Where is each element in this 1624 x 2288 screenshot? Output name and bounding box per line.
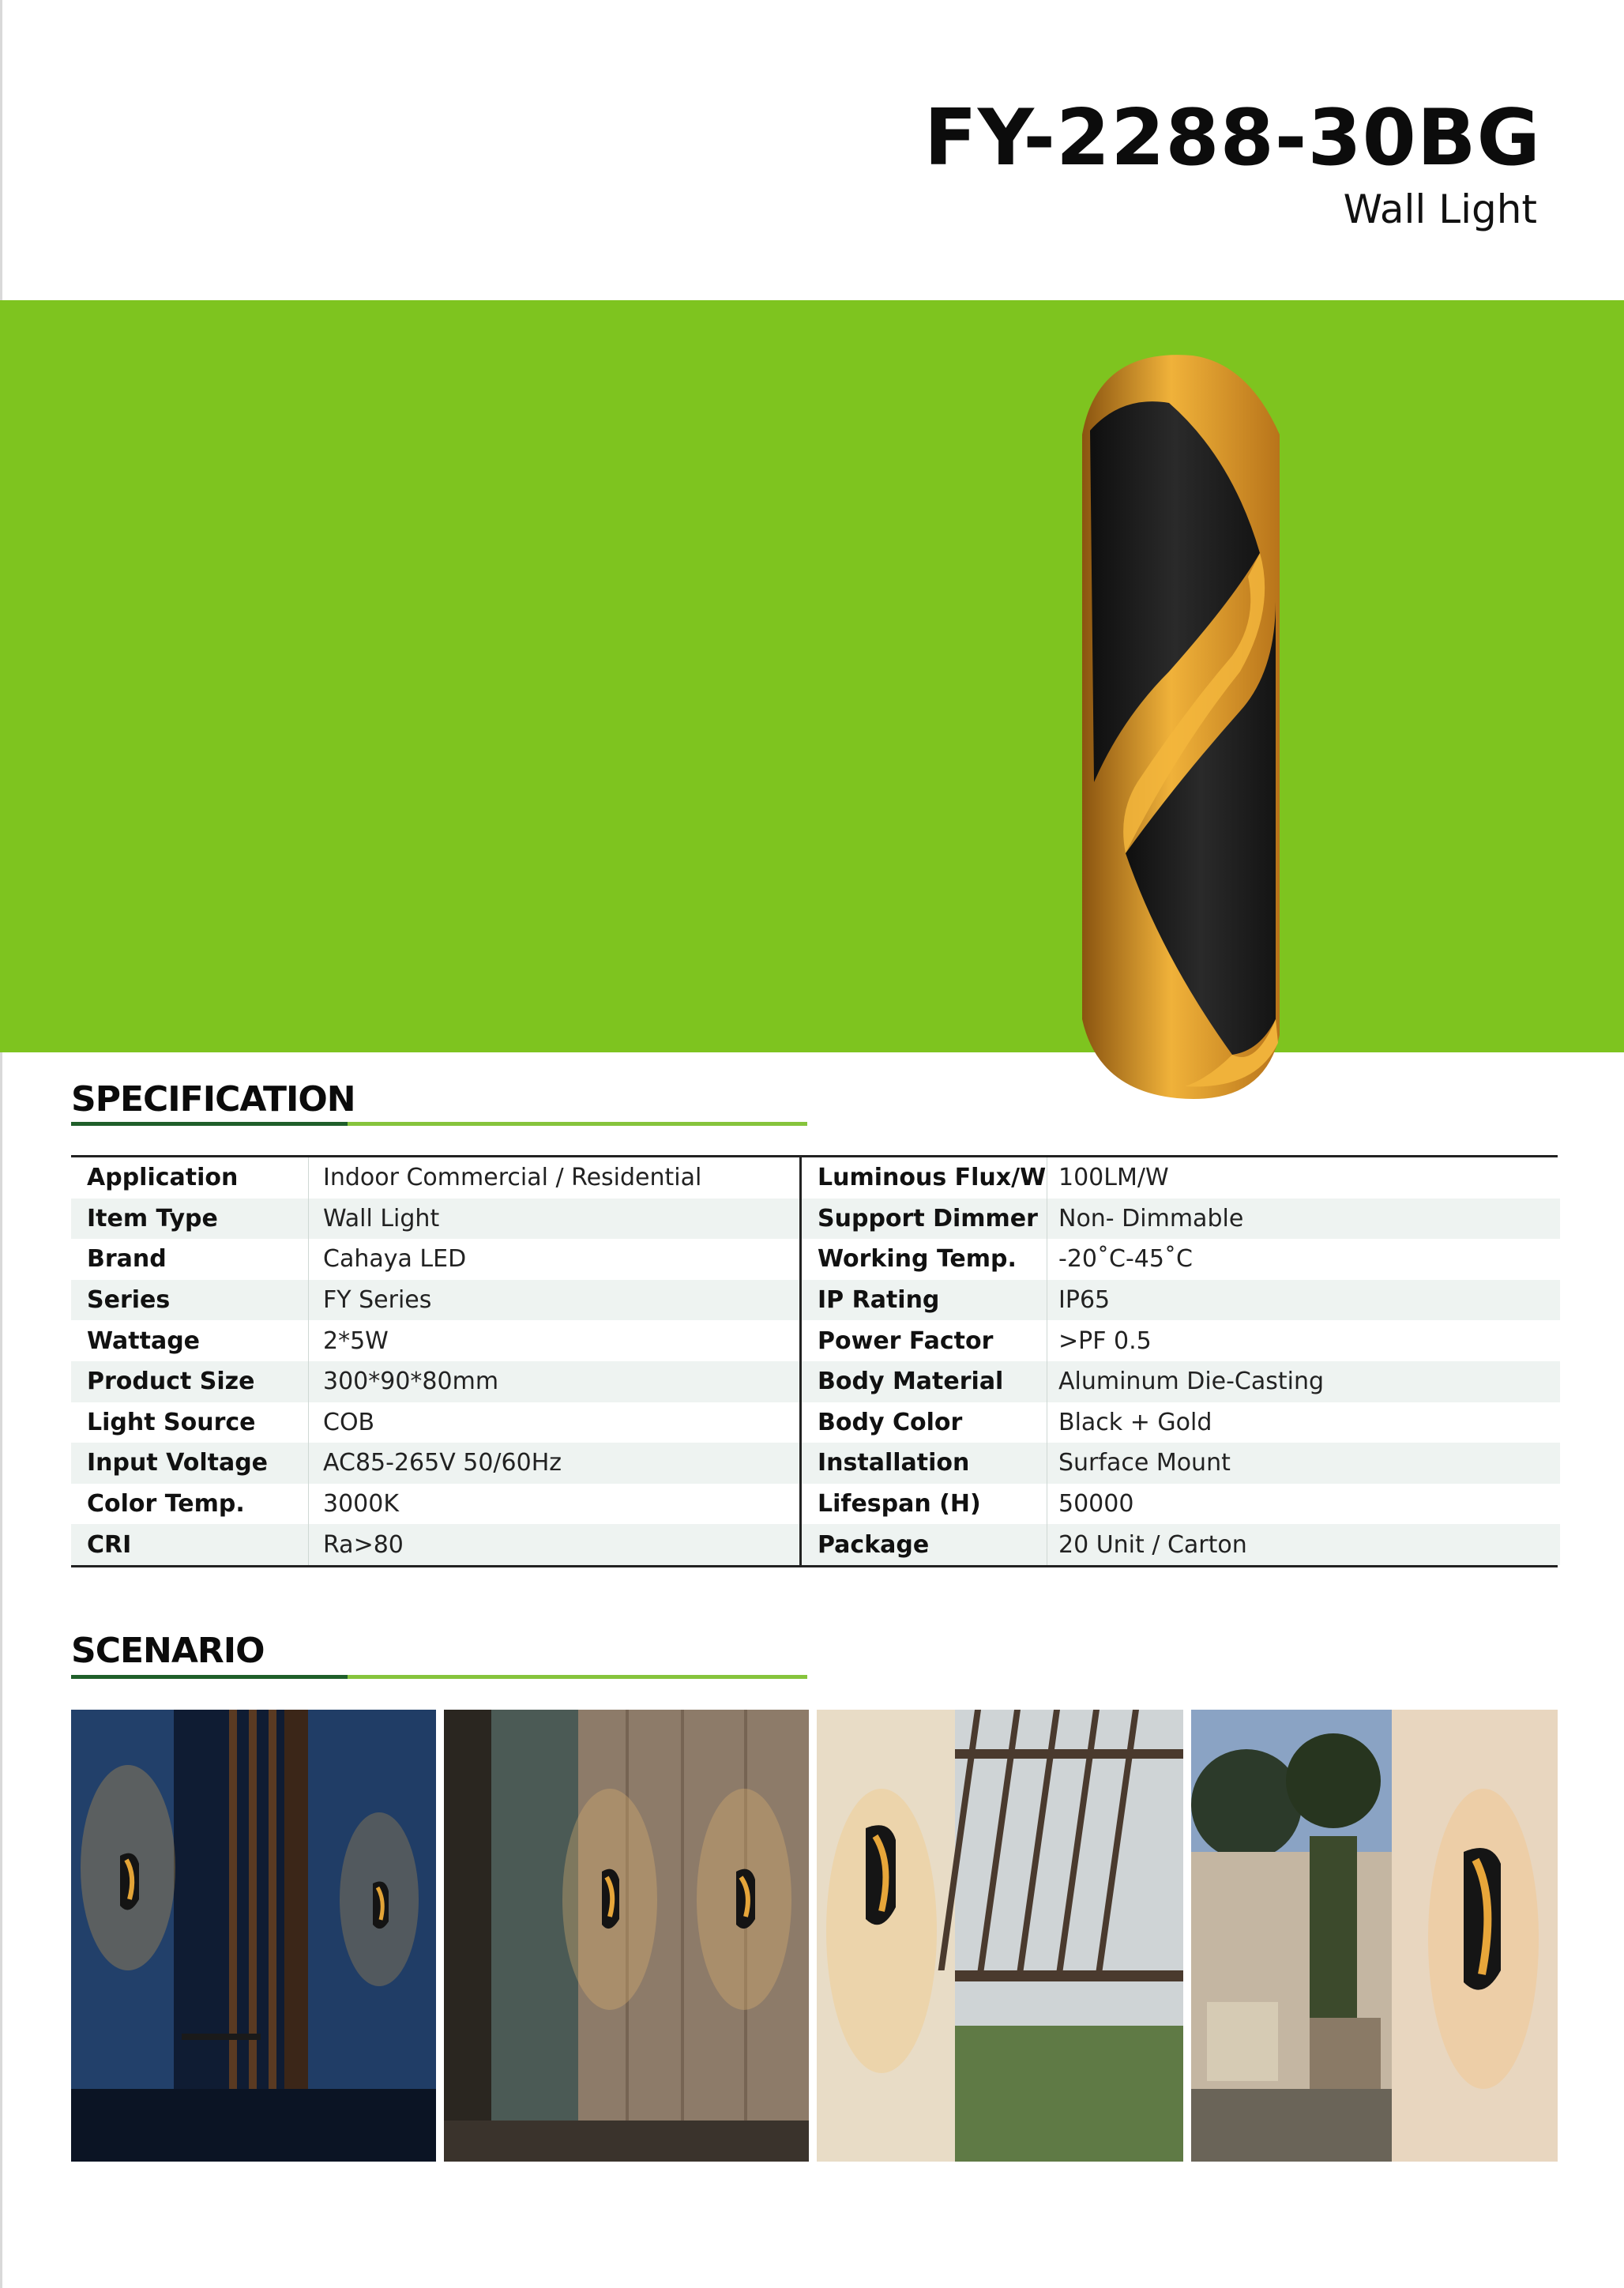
scenario-heading: SCENARIO	[71, 1631, 265, 1671]
spec-label: Item Type	[87, 1204, 218, 1232]
spec-value: Black + Gold	[1047, 1402, 1560, 1443]
spec-row	[71, 1443, 799, 1484]
spec-row	[71, 1239, 799, 1280]
spec-label: Body Color	[818, 1408, 963, 1436]
spec-label: Working Temp.	[818, 1245, 1017, 1274]
spec-label: Support Dimmer	[818, 1204, 1038, 1232]
spec-value: >PF 0.5	[1047, 1320, 1560, 1361]
spec-value: 3000K	[308, 1484, 799, 1525]
hero-green-band	[0, 300, 1624, 1052]
spec-row	[802, 1443, 1560, 1484]
spec-value: Surface Mount	[1047, 1443, 1560, 1484]
spec-value: 2*5W	[308, 1320, 799, 1361]
rule-dark-segment	[71, 1122, 348, 1126]
product-category-subtitle: Wall Light	[1343, 186, 1537, 232]
spec-row	[71, 1320, 799, 1361]
spec-value: Cahaya LED	[308, 1239, 799, 1280]
spec-label: Body Material	[818, 1368, 1004, 1396]
scenario-photo-pergola	[817, 1710, 1183, 2162]
spec-value: -20˚C-45˚C	[1047, 1239, 1560, 1280]
spec-value: Aluminum Die-Casting	[1047, 1361, 1560, 1402]
spec-value: 300*90*80mm	[308, 1361, 799, 1402]
rule-dark-segment	[71, 1675, 348, 1679]
spec-row	[802, 1280, 1560, 1321]
spec-label: IP Rating	[818, 1286, 940, 1315]
spec-row	[802, 1199, 1560, 1240]
spec-row	[71, 1524, 799, 1565]
spec-label: Product Size	[87, 1368, 255, 1396]
scenario-photo-blue-wall	[71, 1710, 436, 2162]
spec-label: Application	[87, 1164, 239, 1192]
spec-row	[802, 1157, 1560, 1199]
spec-value: AC85-265V 50/60Hz	[308, 1443, 799, 1484]
scenario-photo-garden-patio	[1191, 1710, 1558, 2162]
spec-label: Wattage	[87, 1327, 201, 1355]
spec-row	[802, 1484, 1560, 1525]
spec-label: Input Voltage	[87, 1449, 269, 1477]
spec-label: Installation	[818, 1449, 970, 1477]
spec-row	[71, 1157, 799, 1199]
spec-row	[802, 1239, 1560, 1280]
spec-table-left-column	[71, 1157, 799, 1565]
spec-row	[802, 1402, 1560, 1443]
specification-table	[71, 1155, 1558, 1567]
spec-value: 50000	[1047, 1484, 1560, 1525]
specification-heading-rule	[71, 1122, 807, 1126]
spec-label: Lifespan (H)	[818, 1490, 981, 1518]
spec-value: IP65	[1047, 1280, 1560, 1321]
spec-row	[802, 1361, 1560, 1402]
spec-row	[71, 1280, 799, 1321]
spec-value: 100LM/W	[1047, 1157, 1560, 1199]
product-model-title: FY-2288-30BG	[923, 93, 1541, 183]
spec-label: Luminous Flux/W	[818, 1164, 1047, 1192]
scenario-photo-wood-wall	[444, 1710, 809, 2162]
spec-table-right-column	[799, 1157, 1560, 1565]
spec-label: Brand	[87, 1245, 167, 1274]
rule-light-segment	[348, 1122, 807, 1126]
spec-value: Wall Light	[308, 1199, 799, 1240]
spec-row	[802, 1320, 1560, 1361]
spec-label: Package	[818, 1530, 930, 1559]
product-image-wall-light	[1051, 340, 1366, 1114]
spec-row	[802, 1524, 1560, 1565]
spec-row	[71, 1199, 799, 1240]
spec-value: Indoor Commercial / Residential	[308, 1157, 799, 1199]
spec-label: Light Source	[87, 1408, 256, 1436]
spec-label: Power Factor	[818, 1327, 994, 1355]
spec-row	[71, 1484, 799, 1525]
spec-value: FY Series	[308, 1280, 799, 1321]
spec-value: Non- Dimmable	[1047, 1199, 1560, 1240]
specification-heading: SPECIFICATION	[71, 1079, 355, 1120]
spec-label: Series	[87, 1286, 171, 1315]
spec-label: Color Temp.	[87, 1490, 245, 1518]
spec-value: 20 Unit / Carton	[1047, 1524, 1560, 1565]
spec-row	[71, 1361, 799, 1402]
spec-value: COB	[308, 1402, 799, 1443]
rule-light-segment	[348, 1675, 807, 1679]
spec-value: Ra>80	[308, 1524, 799, 1565]
scenario-heading-rule	[71, 1675, 807, 1679]
spec-label: CRI	[87, 1530, 132, 1559]
spec-row	[71, 1402, 799, 1443]
